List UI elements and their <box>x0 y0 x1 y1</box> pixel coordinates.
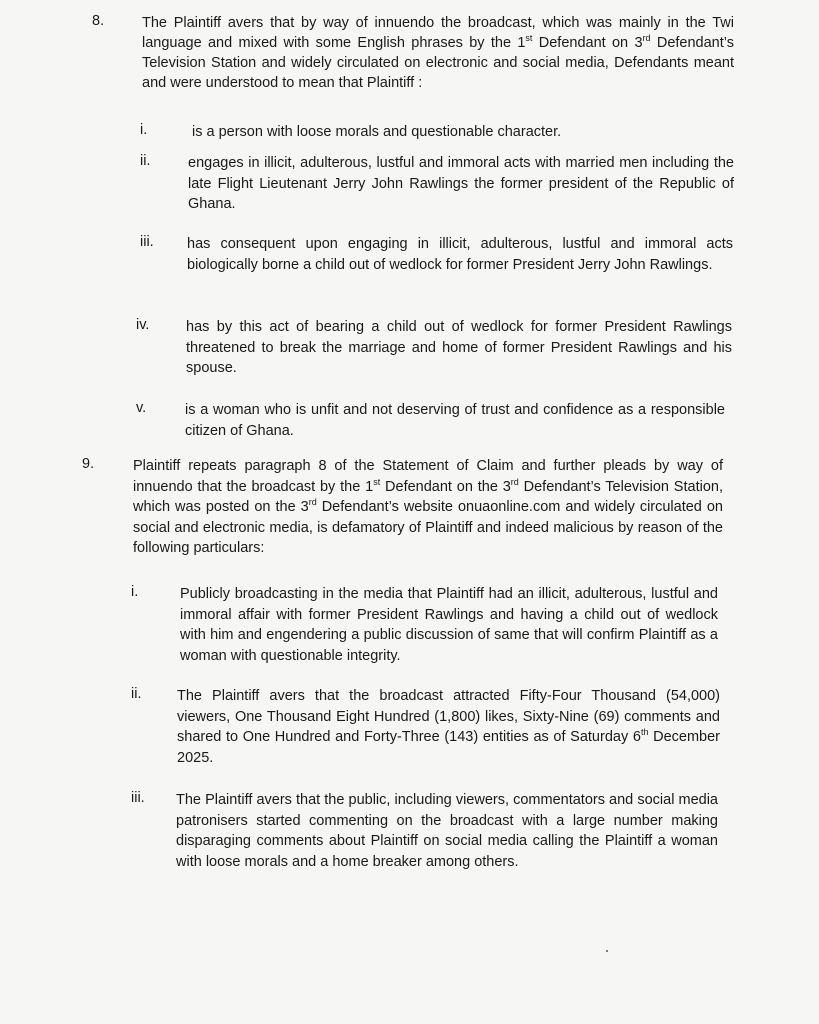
item-text: Publicly broadcasting in the media that Plaintiff had an illicit, adulterous, lustful and immoral affair with former President Rawlings and having a child out of wedlock with him and engendering a public discussion of same that will confirm Plaintiff as a woman with questionable integrity. <box>180 586 718 664</box>
paragraph-text: The Plaintiff avers that by way of innuendo the broadcast, which was mainly in the Twi language and mixed with some English phrases by the 1st Defendant on 3rd Defendant’s Television Station and widely circulated on electronic and social media, Defendants meant and were understood to mean that Plaintiff : <box>142 15 734 91</box>
item-text: The Plaintiff avers that the public, including viewers, commentators and social media patronisers started commenting on the broadcast with a large number making disparaging comments about Plaintiff on social media calling the Plaintiff a woman with loose morals and a home breaker among others. <box>176 792 718 870</box>
item-number: iv. <box>136 317 150 333</box>
item-text: The Plaintiff avers that the broadcast attracted Fifty-Four Thousand (54,000) viewers, One Thousand Eight Hundred (1,800) likes, Sixty-Nine (69) comments and shared to One Hundred and Forty-Three (143) entities as of Saturday 6th December 2025. <box>177 688 720 766</box>
item-number: iii. <box>131 790 145 806</box>
item-text: is a woman who is unfit and not deserving of trust and confidence as a responsible citizen of Ghana. <box>185 402 725 439</box>
item-number: i. <box>131 584 139 600</box>
item-text: engages in illicit, adulterous, lustful and immoral acts with married men including the late Flight Lieutenant Jerry John Rawlings the former president of the Republic of Ghana. <box>188 155 734 212</box>
paragraph-number: 8. <box>92 13 105 29</box>
item-number: ii. <box>131 686 142 702</box>
item-number: iii. <box>140 234 154 250</box>
item-number: v. <box>136 400 147 416</box>
item-number: i. <box>140 122 148 138</box>
stray-mark <box>606 950 608 952</box>
item-text: is a person with loose morals and questionable character. <box>192 124 562 140</box>
item-number: ii. <box>140 153 151 169</box>
paragraph-text: Plaintiff repeats paragraph 8 of the Statement of Claim and further pleads by way of innuendo that the broadcast by the 1st Defendant on the 3rd Defendant’s Television Station, which was posted on the 3rd Defendant’s website onuaonline.com and widely circulated on social and electronic media, is defamatory of Plaintiff and indeed malicious by reason of the following particulars: <box>133 458 723 556</box>
paragraph-number: 9. <box>82 456 95 472</box>
item-text: has by this act of bearing a child out of wedlock for former President Rawlings threatened to break the marriage and home of former President Rawlings and his spouse. <box>186 319 732 376</box>
item-text: has consequent upon engaging in illicit, adulterous, lustful and immoral acts biologically borne a child out of wedlock for former President Jerry John Rawlings. <box>187 236 733 273</box>
